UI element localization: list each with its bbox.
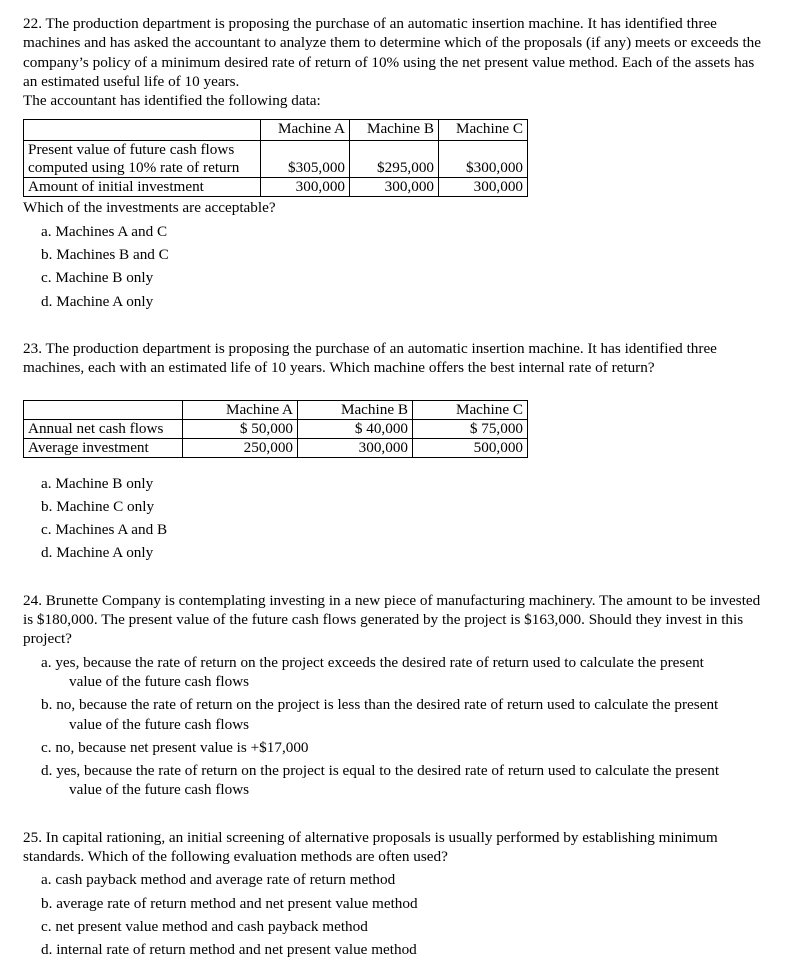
option-text: b. Machine C only — [41, 497, 155, 515]
stem-line: an estimated useful life of 10 years. — [23, 72, 240, 90]
stem-line: machines, each with an estimated life of 10 years. Which machine offers the best internal rate of return? — [23, 359, 655, 377]
cell-value: 300,000 — [261, 178, 350, 197]
cell-value: 300,000 — [298, 438, 413, 457]
row-label-line: Present value of future cash flows — [28, 141, 235, 159]
option-text: c. net present value method and cash payback method — [41, 917, 368, 935]
row-label-annual-net-cash-flows: Annual net cash flows — [24, 419, 183, 438]
table-corner-cell — [24, 400, 183, 419]
stem-line: machines and has asked the accountant to analyze them to determine which of the proposals (if any) meets or exceeds the — [23, 34, 762, 52]
table-column-header-machine-b: Machine B — [298, 400, 413, 419]
option-b[interactable] — [23, 245, 765, 264]
question-block-23 — [23, 339, 765, 563]
option-text-continuation: value of the future cash flows — [69, 715, 250, 733]
cell-value: 300,000 — [350, 178, 439, 197]
question-block-25 — [23, 828, 765, 960]
option-text: c. Machine B only — [41, 269, 154, 287]
options-list-22 — [23, 222, 765, 311]
option-text: c. Machines A and B — [41, 521, 168, 539]
cell-value: $ 75,000 — [413, 419, 528, 438]
option-text: a. Machines A and C — [41, 222, 168, 240]
table-row — [24, 419, 528, 438]
row-label-present-value — [24, 141, 261, 178]
cell-value: $300,000 — [439, 141, 528, 178]
question-stem-25 — [23, 828, 765, 867]
stem-line: 25. In capital rationing, an initial screening of alternative proposals is usually performed by establishing minimum — [23, 828, 718, 846]
option-text-continuation: value of the future cash flows — [69, 781, 250, 799]
row-label-average-investment: Average investment — [24, 438, 183, 457]
option-c[interactable] — [23, 268, 765, 287]
option-a[interactable] — [23, 222, 765, 241]
table-row — [24, 178, 528, 197]
question-prompt-22: Which of the investments are acceptable? — [23, 199, 276, 217]
cell-value: 250,000 — [183, 438, 298, 457]
option-d[interactable] — [23, 543, 765, 562]
spacer — [23, 800, 765, 828]
table-row — [24, 438, 528, 457]
stem-line: 23. The production department is proposing the purchase of an automatic insertion machine. It has identified three — [23, 339, 717, 357]
option-text: d. internal rate of return method and net present value method — [41, 941, 417, 959]
option-b[interactable] — [23, 894, 765, 913]
table-row — [24, 141, 528, 178]
table-column-header-machine-c: Machine C — [413, 400, 528, 419]
stem-line: is $180,000. The present value of the future cash flows generated by the project is $163,000. Should they invest in this — [23, 611, 744, 629]
cell-value: $305,000 — [261, 141, 350, 178]
option-text: a. cash payback method and average rate of return method — [41, 871, 396, 889]
option-d[interactable] — [23, 292, 765, 311]
option-text: b. Machines B and C — [41, 246, 169, 264]
internal-rate-of-return-table — [23, 400, 528, 458]
table-column-header-machine-a: Machine A — [183, 400, 298, 419]
option-a[interactable] — [23, 474, 765, 493]
option-d[interactable] — [23, 940, 765, 959]
cell-value: 500,000 — [413, 438, 528, 457]
options-list-25 — [23, 870, 765, 959]
cell-value: 300,000 — [439, 178, 528, 197]
table-header-row — [24, 120, 528, 141]
stem-line: 24. Brunette Company is contemplating investing in a new piece of manufacturing machinery. The amount to be invested — [23, 591, 761, 609]
table-column-header-machine-b: Machine B — [350, 120, 439, 141]
question-stem-23 — [23, 339, 765, 378]
option-c[interactable] — [23, 520, 765, 539]
question-stem-24 — [23, 591, 765, 649]
options-list-24 — [23, 653, 765, 800]
stem-line: project? — [23, 630, 72, 648]
question-stem-22 — [23, 14, 765, 110]
option-text: d. Machine A only — [41, 544, 154, 562]
spacer — [23, 378, 765, 400]
option-b[interactable] — [23, 695, 765, 734]
option-a[interactable] — [23, 653, 765, 692]
stem-line: The accountant has identified the following data: — [23, 92, 321, 110]
option-text: b. no, because the rate of return on the project is less than the desired rate of return used to calculate the present — [41, 696, 719, 714]
net-present-value-table — [23, 119, 528, 197]
options-list-23 — [23, 474, 765, 563]
option-text: d. Machine A only — [41, 292, 154, 310]
option-b[interactable] — [23, 497, 765, 516]
row-label-line: computed using 10% rate of return — [28, 159, 240, 177]
option-d[interactable] — [23, 761, 765, 800]
stem-line: standards. Which of the following evaluation methods are often used? — [23, 848, 448, 866]
option-text: c. no, because net present value is +$17,000 — [41, 738, 309, 756]
cell-value: $295,000 — [350, 141, 439, 178]
table-column-header-machine-a: Machine A — [261, 120, 350, 141]
spacer — [23, 458, 765, 470]
row-label-initial-investment: Amount of initial investment — [24, 178, 261, 197]
option-text-continuation: value of the future cash flows — [69, 672, 250, 690]
stem-line: company’s policy of a minimum desired rate of return of 10% using the net present value method. Each of the assets has — [23, 53, 755, 71]
spacer — [23, 311, 765, 339]
cell-value: $ 40,000 — [298, 419, 413, 438]
option-text: b. average rate of return method and net present value method — [41, 894, 418, 912]
spacer — [23, 110, 765, 119]
stem-line: 22. The production department is proposing the purchase of an automatic insertion machine. It has identified three — [23, 15, 717, 32]
question-block-22 — [23, 14, 765, 311]
option-c[interactable] — [23, 738, 765, 757]
option-text: a. Machine B only — [41, 474, 154, 492]
table-column-header-machine-c: Machine C — [439, 120, 528, 141]
option-c[interactable] — [23, 917, 765, 936]
table-corner-cell — [24, 120, 261, 141]
spacer — [23, 563, 765, 591]
table-header-row — [24, 400, 528, 419]
question-block-24 — [23, 591, 765, 800]
option-text: a. yes, because the rate of return on the project exceeds the desired rate of return used to calculate the present — [41, 653, 704, 671]
option-a[interactable] — [23, 870, 765, 889]
cell-value: $ 50,000 — [183, 419, 298, 438]
option-text: d. yes, because the rate of return on the project is equal to the desired rate of return used to calculate the present — [41, 762, 720, 780]
